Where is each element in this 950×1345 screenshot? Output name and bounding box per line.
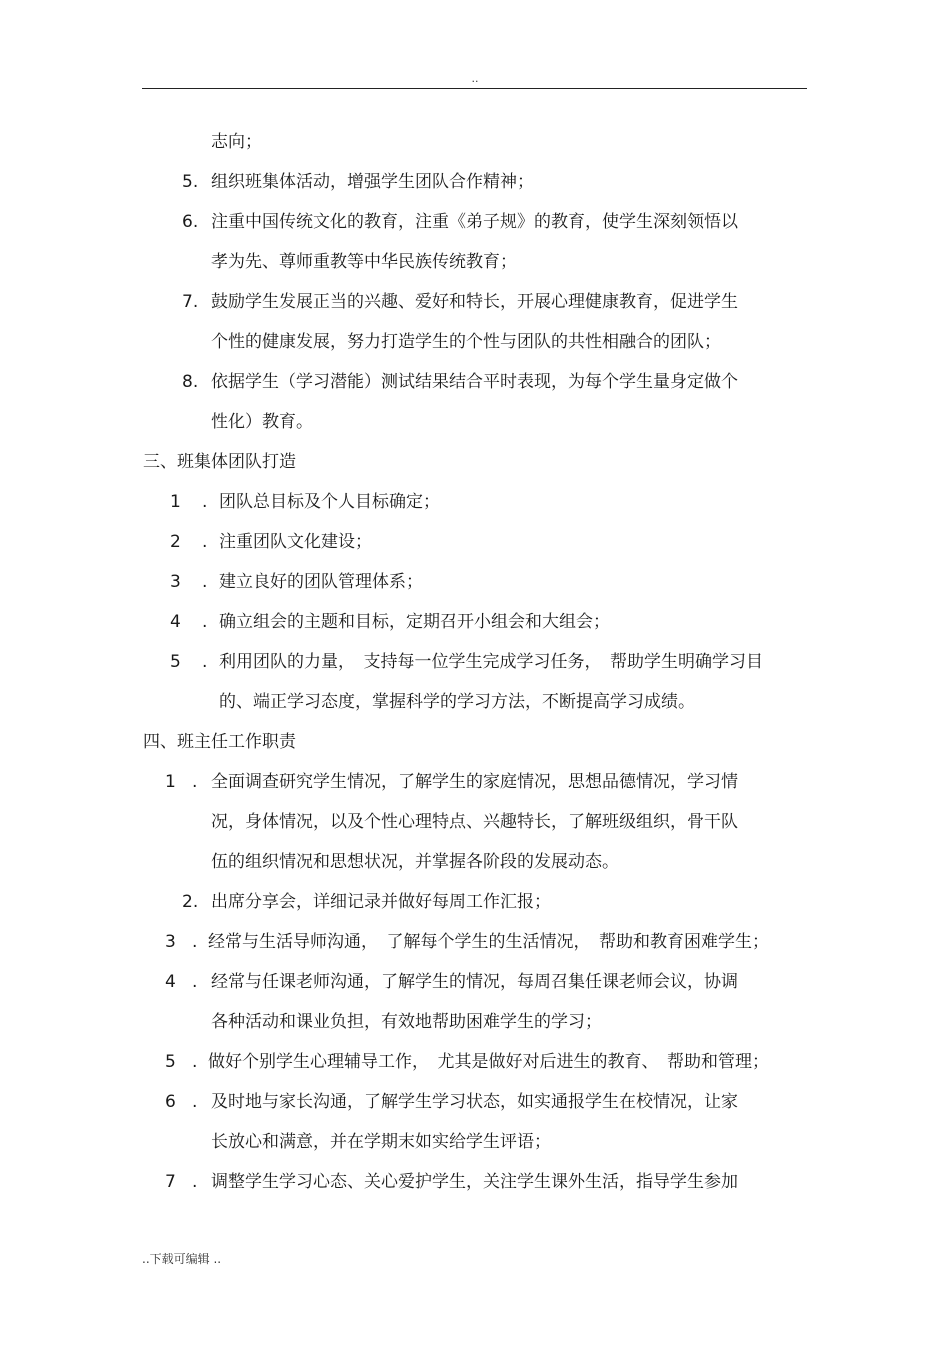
page-footer: ..下载可编辑 ..	[142, 1252, 222, 1266]
s4-item-1-line-2: 况，身体情况，以及个性心理特点、兴趣特长，了解班级组织，骨干队	[211, 812, 738, 832]
s2-item-7-number: 7.	[182, 292, 199, 312]
header-rule	[142, 88, 807, 89]
s2-item-8-number: 8.	[182, 372, 199, 392]
s4-item-6-dot: .	[192, 1092, 198, 1112]
s4-item-6-number: 6	[165, 1092, 176, 1112]
s4-item-1-number: 1	[165, 772, 176, 792]
s2-item-8-line-1: 依据学生（学习潜能）测试结果结合平时表现，为每个学生量身定做个	[211, 372, 738, 392]
s3-item-3-dot: .	[202, 572, 208, 592]
s3-item-5-number: 5	[170, 652, 181, 672]
s4-item-5-number: 5	[165, 1052, 176, 1072]
s2-item-8-line-2: 性化）教育。	[211, 412, 313, 432]
s4-item-6-line-2: 长放心和满意，并在学期末如实给学生评语；	[211, 1132, 551, 1152]
s3-item-4-dot: .	[202, 612, 208, 632]
s4-item-7-line-1: 调整学生学习心态、关心爱护学生，关注学生课外生活，指导学生参加	[211, 1172, 738, 1192]
s4-item-5-dot: .	[192, 1052, 198, 1072]
s4-item-2-line-1: 出席分享会，详细记录并做好每周工作汇报；	[211, 892, 551, 912]
item-4-continuation: 志向；	[211, 132, 262, 152]
s2-item-7-line-2: 个性的健康发展，努力打造学生的个性与团队的共性相融合的团队；	[211, 332, 721, 352]
page-header-mark: ..	[471, 72, 479, 85]
s3-item-4-number: 4	[170, 612, 181, 632]
s2-item-6-line-1: 注重中国传统文化的教育，注重《弟子规》的教育，使学生深刻领悟以	[211, 212, 738, 232]
s4-item-3-number: 3	[165, 932, 176, 952]
section-3-heading: 三、班集体团队打造	[143, 452, 296, 472]
s4-item-4-dot: .	[192, 972, 198, 992]
s4-item-4-line-2: 各种活动和课业负担，有效地帮助困难学生的学习；	[211, 1012, 602, 1032]
s2-item-5-number: 5.	[182, 172, 199, 192]
s4-item-5-line-1: 做好个别学生心理辅导工作， 尤其是做好对后进生的教育、 帮助和管理；	[208, 1052, 769, 1072]
s4-item-3-dot: .	[192, 932, 198, 952]
s3-item-1-line-1: 团队总目标及个人目标确定；	[219, 492, 440, 512]
s3-item-5-dot: .	[202, 652, 208, 672]
s2-item-7-line-1: 鼓励学生发展正当的兴趣、爱好和特长，开展心理健康教育，促进学生	[211, 292, 738, 312]
s3-item-2-line-1: 注重团队文化建设；	[219, 532, 372, 552]
s4-item-4-line-1: 经常与任课老师沟通，了解学生的情况，每周召集任课老师会议，协调	[211, 972, 738, 992]
s4-item-1-line-1: 全面调查研究学生情况，了解学生的家庭情况，思想品德情况，学习情	[211, 772, 738, 792]
s4-item-1-line-3: 伍的组织情况和思想状况，并掌握各阶段的发展动态。	[211, 852, 619, 872]
s4-item-6-line-1: 及时地与家长沟通，了解学生学习状态，如实通报学生在校情况，让家	[211, 1092, 738, 1112]
s4-item-7-dot: .	[192, 1172, 198, 1192]
s3-item-5-line-1: 利用团队的力量， 支持每一位学生完成学习任务， 帮助学生明确学习目	[219, 652, 763, 672]
s3-item-5-line-2: 的、端正学习态度，掌握科学的学习方法，不断提高学习成绩。	[219, 692, 695, 712]
s4-item-4-number: 4	[165, 972, 176, 992]
s3-item-4-line-1: 确立组会的主题和目标，定期召开小组会和大组会；	[219, 612, 610, 632]
s4-item-7-number: 7	[165, 1172, 176, 1192]
s3-item-3-number: 3	[170, 572, 181, 592]
s3-item-2-number: 2	[170, 532, 181, 552]
s4-item-3-line-1: 经常与生活导师沟通， 了解每个学生的生活情况， 帮助和教育困难学生；	[208, 932, 769, 952]
s4-item-2-number: 2.	[182, 892, 199, 912]
s3-item-2-dot: .	[202, 532, 208, 552]
s3-item-1-dot: .	[202, 492, 208, 512]
s2-item-6-line-2: 孝为先、尊师重教等中华民族传统教育；	[211, 252, 517, 272]
s3-item-3-line-1: 建立良好的团队管理体系；	[219, 572, 423, 592]
s2-item-5-line-1: 组织班集体活动，增强学生团队合作精神；	[211, 172, 534, 192]
s3-item-1-number: 1	[170, 492, 181, 512]
s2-item-6-number: 6.	[182, 212, 199, 232]
s4-item-1-dot: .	[192, 772, 198, 792]
section-4-heading: 四、班主任工作职责	[143, 732, 296, 752]
